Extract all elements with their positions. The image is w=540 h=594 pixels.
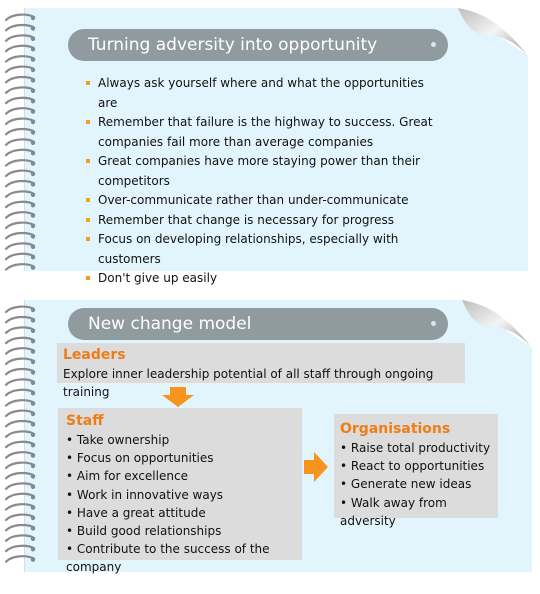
section-title: Turning adversity into opportunity [88, 35, 378, 55]
section-title-pill [68, 29, 448, 61]
spiral-ring-icon [6, 525, 35, 531]
spiral-ring-icon [6, 452, 35, 458]
spiral-ring-icon [6, 535, 35, 541]
spiral-ring-icon [6, 556, 35, 562]
spiral-ring-icon [6, 348, 35, 354]
spiral-ring-icon [6, 35, 35, 41]
spiral-ring-icon [6, 515, 35, 521]
spiral-ring-icon [6, 212, 35, 218]
pill-dot-icon [431, 321, 436, 326]
spiral-ring-icon [6, 379, 35, 385]
spiral-ring-icon [6, 98, 35, 104]
spiral-ring-icon [6, 181, 35, 187]
section-title: New change model [88, 314, 252, 334]
staff-box [58, 408, 302, 575]
spiral-ring-icon [6, 317, 35, 323]
adversity-bullet-list [86, 74, 446, 289]
list-item: • Contribute to the success of the company [66, 540, 294, 576]
spiral-ring-icon [6, 254, 35, 260]
spiral-ring-icon [6, 390, 35, 396]
spiral-ring-icon [6, 56, 35, 62]
arrow-right-icon [304, 452, 328, 482]
leaders-box [57, 343, 465, 399]
spiral-ring-icon [6, 15, 35, 21]
spiral-ring-icon [6, 243, 35, 249]
spiral-ring-icon [6, 129, 35, 135]
section-title-pill [68, 308, 448, 340]
staff-heading: Staff [66, 413, 104, 429]
spiral-ring-icon [6, 546, 35, 552]
spiral-ring-icon [6, 400, 35, 406]
spiral-ring-icon [6, 483, 35, 489]
list-item: Focus on developing relationships, especially with customers [86, 230, 446, 269]
spiral-ring-icon [6, 77, 35, 83]
spiral-ring-icon [6, 119, 35, 125]
list-item: • Walk away from adversity [340, 494, 492, 530]
spiral-ring-icon [6, 359, 35, 365]
pill-dot-icon [431, 42, 436, 47]
list-item: Over-communicate rather than under-communicate [86, 191, 446, 211]
spiral-ring-icon [6, 160, 35, 166]
page-curl-icon [458, 8, 528, 56]
list-item: Remember that change is necessary for progress [86, 211, 446, 231]
spiral-ring-icon [6, 421, 35, 427]
staff-list [66, 431, 294, 577]
list-item: • Build good relationships [66, 522, 294, 540]
spiral-ring-icon [6, 369, 35, 375]
spiral-ring-icon [6, 307, 35, 313]
list-item: • Focus on opportunities [66, 449, 294, 467]
spiral-ring-icon [6, 327, 35, 333]
spiral-ring-icon [6, 473, 35, 479]
spiral-ring-icon [6, 171, 35, 177]
organisations-box [334, 414, 498, 528]
leaders-heading: Leaders [63, 347, 126, 363]
list-item: • React to opportunities [340, 457, 492, 475]
list-item: • Raise total productivity [340, 439, 492, 457]
spiral-ring-icon [6, 139, 35, 145]
spiral-ring-icon [6, 338, 35, 344]
list-item: • Aim for excellence [66, 467, 294, 485]
spiral-binding-icon [4, 302, 42, 572]
list-item: Always ask yourself where and what the opportunities are [86, 74, 446, 113]
list-item: • Take ownership [66, 431, 294, 449]
spiral-ring-icon [6, 431, 35, 437]
spiral-ring-icon [6, 411, 35, 417]
organisations-list [340, 439, 492, 530]
list-item: • Have a great attitude [66, 504, 294, 522]
spiral-ring-icon [6, 233, 35, 239]
list-item: Don't give up easily [86, 269, 446, 289]
page-curl-icon [462, 300, 532, 348]
list-item: • Generate new ideas [340, 475, 492, 493]
list-item: Remember that failure is the highway to success. Great companies fail more than average companies [86, 113, 446, 152]
spiral-ring-icon [6, 150, 35, 156]
spiral-ring-icon [6, 223, 35, 229]
spiral-ring-icon [6, 67, 35, 73]
list-item: • Work in innovative ways [66, 486, 294, 504]
organisations-heading: Organisations [340, 421, 451, 437]
arrow-down-icon [160, 387, 196, 407]
spiral-ring-icon [6, 87, 35, 93]
spiral-binding-icon [4, 10, 42, 272]
list-item: Great companies have more staying power than their competitors [86, 152, 446, 191]
leaders-text: Explore inner leadership potential of all staff through ongoing training [63, 367, 434, 399]
spiral-ring-icon [6, 46, 35, 52]
spiral-ring-icon [6, 108, 35, 114]
spiral-ring-icon [6, 442, 35, 448]
spiral-ring-icon [6, 494, 35, 500]
spiral-ring-icon [6, 504, 35, 510]
spiral-ring-icon [6, 202, 35, 208]
spiral-ring-icon [6, 25, 35, 31]
spiral-ring-icon [6, 463, 35, 469]
spiral-ring-icon [6, 264, 35, 270]
spiral-ring-icon [6, 191, 35, 197]
